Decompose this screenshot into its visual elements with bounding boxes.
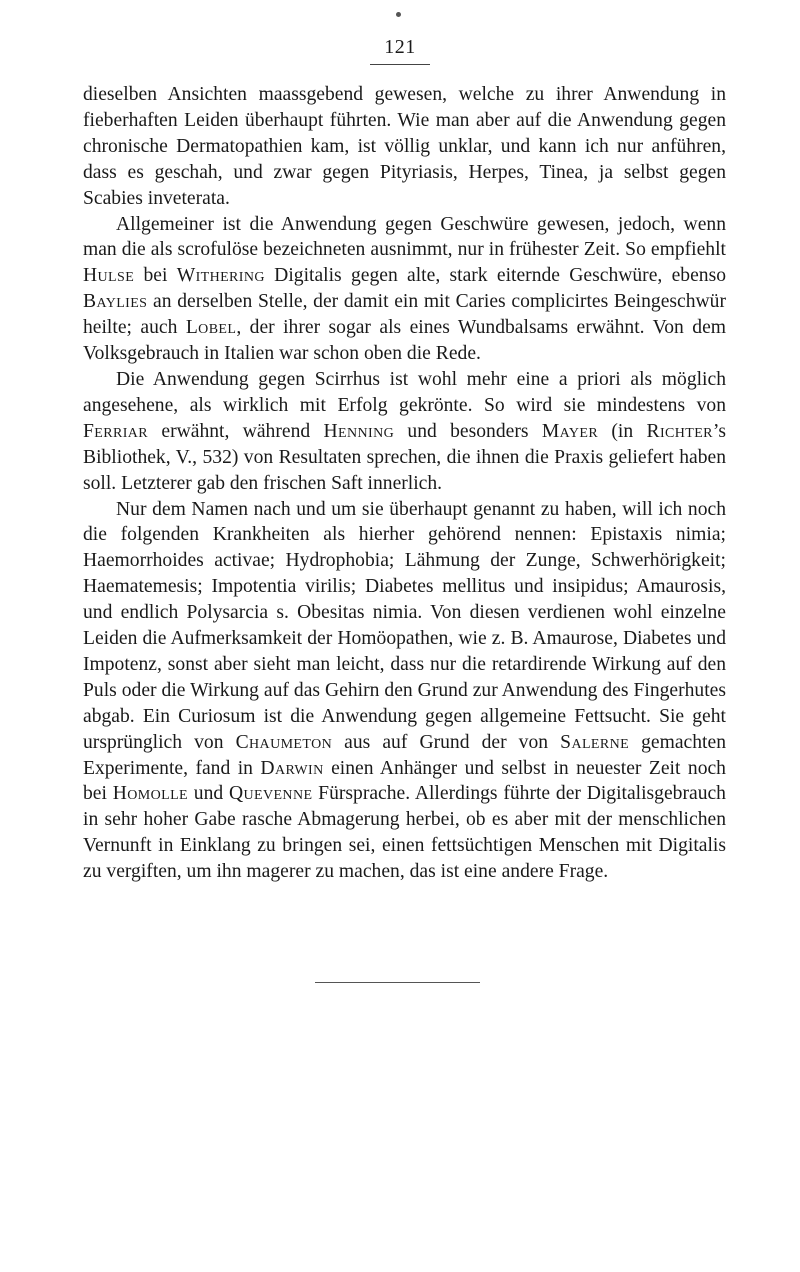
text-run: (in xyxy=(598,420,647,442)
text-run: ’s Bibliothek, V., 532) von Resultaten sprechen, die ihnen die Praxis geliefert haben soll. Letzterer gab den frischen Saft innerlich. xyxy=(83,420,726,494)
section-end-rule xyxy=(315,982,480,983)
author-name: Salerne xyxy=(560,731,630,753)
paragraph xyxy=(83,212,726,367)
author-name: Quevenne xyxy=(228,783,313,805)
text-run: Die Anwendung gegen Scirrhus ist wohl mehr eine a priori als möglich angesehene, als wirklich mit Erfolg gekrönte. So wird sie mindestens von xyxy=(83,368,726,416)
text-run: Fürsprache. Allerdings führte der Digitalisgebrauch in sehr hoher Gabe rasche Abmagerung herbei, ob es aber mit der menschlichen Vernunft in Einklang zu bringen sei, einen fettsüchtigen Menschen mit Digitalis zu vergiften, um ihn magerer zu machen, das ist eine andere Frage. xyxy=(83,783,726,883)
author-name: Ferriar xyxy=(83,420,149,442)
author-name: Henning xyxy=(323,420,395,442)
text-run: und besonders xyxy=(394,420,542,442)
text-run: Digitalis gegen alte, stark eiternde Geschwüre, ebenso xyxy=(264,265,727,287)
body-text xyxy=(83,82,726,885)
author-name: Lobel xyxy=(185,317,237,339)
author-name: Mayer xyxy=(541,420,599,442)
print-mark xyxy=(396,12,401,17)
author-name: Homolle xyxy=(112,783,188,805)
author-name: Hulse xyxy=(83,265,135,287)
author-name: Richter xyxy=(646,420,713,442)
text-run: , der ihrer sogar als eines Wundbalsams erwähnt. Von dem Volksgebrauch in Italien war schon oben die Rede. xyxy=(83,317,726,365)
author-name: Chaumeton xyxy=(235,731,333,753)
paragraph xyxy=(83,82,726,212)
author-name: Baylies xyxy=(83,291,148,313)
author-name: Darwin xyxy=(260,757,324,779)
page-number: 121 xyxy=(384,36,416,58)
text-run: einen Anhänger und selbst in neuester Zeit noch bei xyxy=(83,757,726,805)
paragraph xyxy=(83,367,726,497)
text-run: bei xyxy=(134,265,177,287)
page-number-rule xyxy=(370,64,430,65)
text-run: aus auf Grund der von xyxy=(332,731,561,753)
text-run: und xyxy=(188,783,229,805)
text-run: an derselben Stelle, der damit ein mit Caries complicirtes Beingeschwür heilte; auch xyxy=(83,291,726,339)
text-run: erwähnt, während xyxy=(148,420,324,442)
text-run: dieselben Ansichten maassgebend gewesen, welche zu ihrer Anwendung in fieberhaften Leiden überhaupt führten. Wie man aber auf die Anwendung gegen chronische Dermatopathien kam, ist völlig unklar, und kann ich nur anführen, dass es geschah, und zwar gegen Pityriasis, Herpes, Tinea, ja selbst gegen Scabies inveterata. xyxy=(83,84,726,209)
paragraph xyxy=(83,497,726,886)
text-run: Allgemeiner ist die Anwendung gegen Geschwüre gewesen, jedoch, wenn man die als scrofulöse bezeichneten ausnimmt, nur in frühester Zeit. So empfiehlt xyxy=(83,213,726,261)
text-run: gemachten Experimente, fand in xyxy=(83,731,726,779)
text-run: Nur dem Namen nach und um sie überhaupt genannt zu haben, will ich noch die folgenden Krankheiten als hierher gehörend nennen: Epistaxis nimia; Haemorrhoides activae; Hydrophobia; Lähmung der Zunge, Schwerhörigkeit; Haematemesis; Impotentia virilis; Diabetes mellitus und insipidus; Amaurosis, und endlich Polysarcia s. Obesitas nimia. Von diesen verdienen wohl einzelne Leiden die Aufmerksamkeit der Homöopathen, wie z. B. Amaurose, Diabetes und Impotenz, sonst aber sieht man leicht, dass nur die retardirende Wirkung auf den Puls oder die Wirkung auf das Gehirn den Grund zur Anwendung des Fingerhutes abgab. Ein Curiosum ist die Anwendung gegen allgemeine Fettsucht. Sie geht ursprünglich von xyxy=(83,498,726,753)
author-name: Withering xyxy=(176,265,265,287)
